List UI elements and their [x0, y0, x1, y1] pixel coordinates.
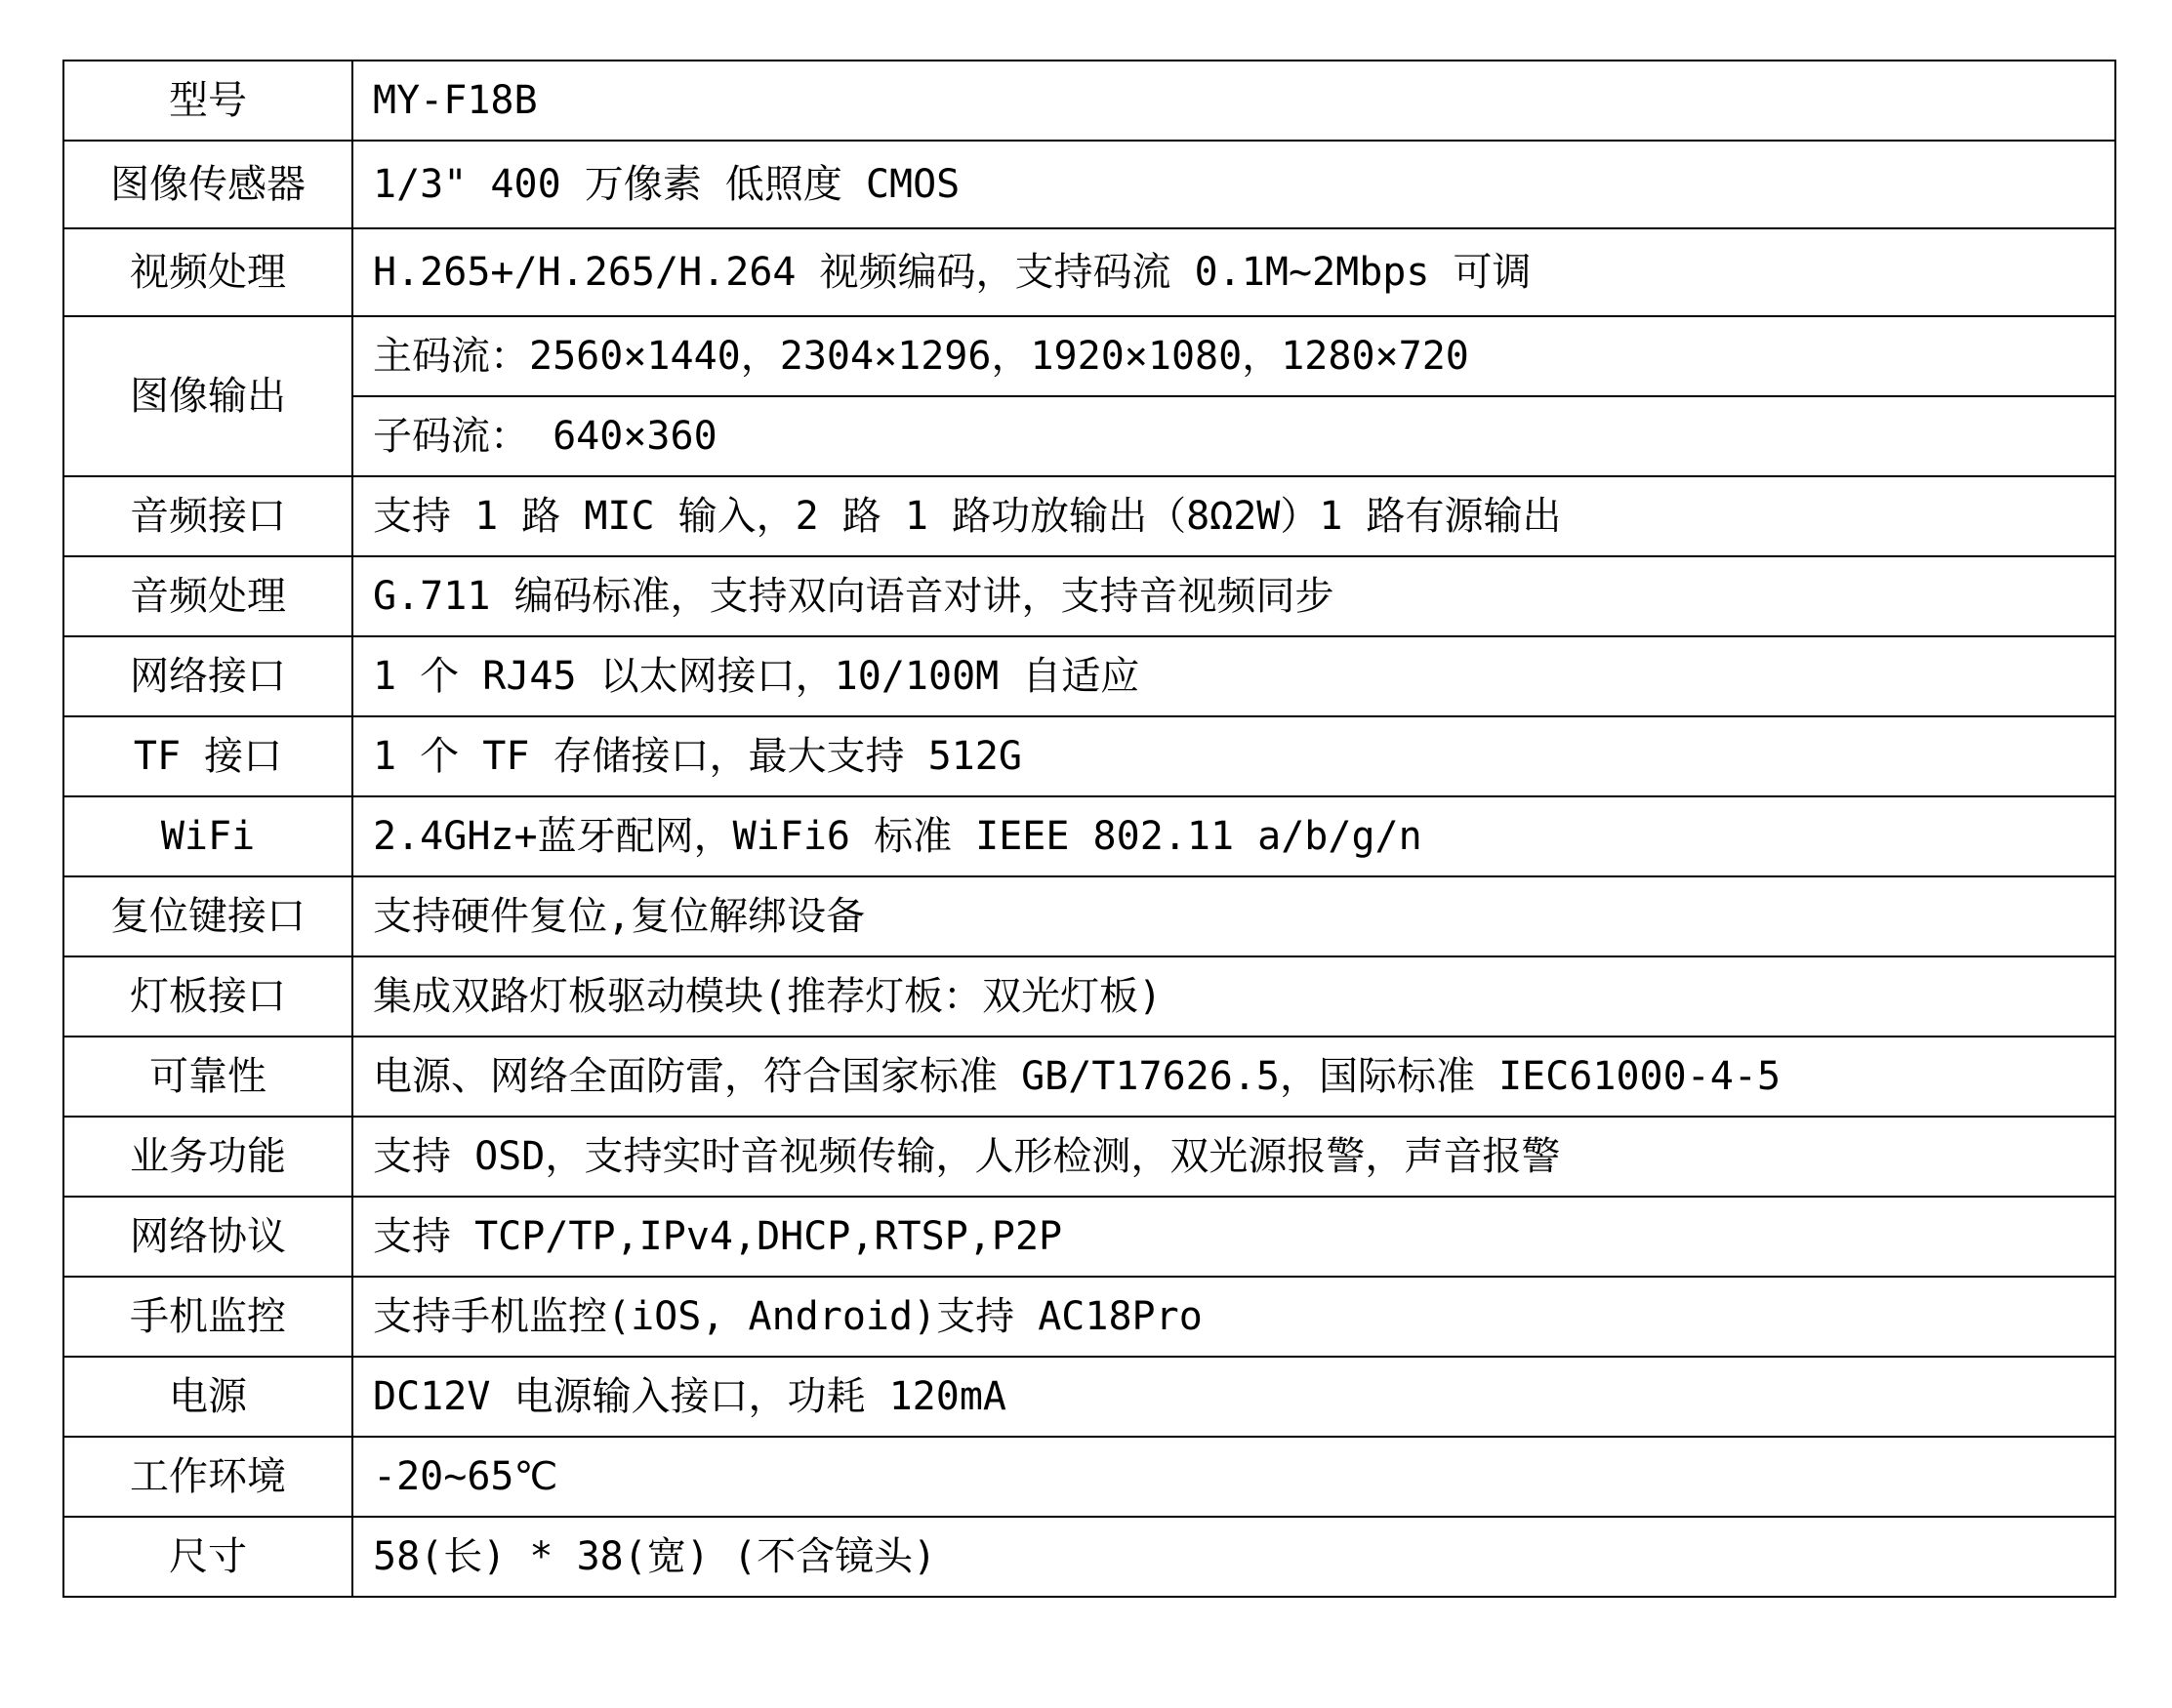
table-row — [63, 876, 2115, 956]
table-row — [63, 141, 2115, 228]
table-row — [63, 796, 2115, 876]
spec-label: 工作环境 — [63, 1437, 352, 1517]
table-row — [63, 636, 2115, 716]
spec-label: WiFi — [63, 796, 352, 876]
spec-value: DC12V 电源输入接口，功耗 120mA — [352, 1357, 2115, 1437]
table-row — [63, 61, 2115, 141]
spec-label: 音频处理 — [63, 556, 352, 636]
table-row — [63, 316, 2115, 396]
spec-value: G.711 编码标准，支持双向语音对讲，支持音视频同步 — [352, 556, 2115, 636]
table-row — [63, 1197, 2115, 1277]
table-row — [63, 1357, 2115, 1437]
table-row — [63, 1117, 2115, 1197]
spec-table — [62, 60, 2116, 1598]
table-row — [63, 476, 2115, 556]
table-row — [63, 1277, 2115, 1357]
spec-value: 电源、网络全面防雷，符合国家标准 GB/T17626.5，国际标准 IEC61000-4-5 — [352, 1037, 2115, 1117]
spec-value: MY-F18B — [352, 61, 2115, 141]
spec-value: H.265+/H.265/H.264 视频编码，支持码流 0.1M~2Mbps 可调 — [352, 228, 2115, 316]
spec-label: 手机监控 — [63, 1277, 352, 1357]
spec-value: 支持硬件复位,复位解绑设备 — [352, 876, 2115, 956]
table-row — [63, 716, 2115, 796]
spec-value-sub-stream: 子码流： 640×360 — [352, 396, 2115, 476]
spec-value: -20~65℃ — [352, 1437, 2115, 1517]
spec-value: 1 个 TF 存储接口，最大支持 512G — [352, 716, 2115, 796]
spec-label: 网络协议 — [63, 1197, 352, 1277]
table-row — [63, 1437, 2115, 1517]
table-row — [63, 956, 2115, 1037]
spec-value: 支持 1 路 MIC 输入，2 路 1 路功放输出（8Ω2W）1 路有源输出 — [352, 476, 2115, 556]
spec-value: 2.4GHz+蓝牙配网，WiFi6 标准 IEEE 802.11 a/b/g/n — [352, 796, 2115, 876]
spec-value-main-stream: 主码流：2560×1440，2304×1296，1920×1080，1280×720 — [352, 316, 2115, 396]
spec-label: TF 接口 — [63, 716, 352, 796]
spec-label: 灯板接口 — [63, 956, 352, 1037]
table-row — [63, 1517, 2115, 1597]
spec-label: 图像传感器 — [63, 141, 352, 228]
spec-label: 图像输出 — [63, 316, 352, 476]
spec-label: 复位键接口 — [63, 876, 352, 956]
spec-label: 型号 — [63, 61, 352, 141]
spec-label: 音频接口 — [63, 476, 352, 556]
spec-value: 支持 OSD，支持实时音视频传输，人形检测，双光源报警，声音报警 — [352, 1117, 2115, 1197]
spec-label: 网络接口 — [63, 636, 352, 716]
spec-label: 可靠性 — [63, 1037, 352, 1117]
table-row — [63, 556, 2115, 636]
table-row — [63, 228, 2115, 316]
spec-label: 业务功能 — [63, 1117, 352, 1197]
spec-label: 电源 — [63, 1357, 352, 1437]
spec-value: 支持 TCP/TP,IPv4,DHCP,RTSP,P2P — [352, 1197, 2115, 1277]
table-row — [63, 1037, 2115, 1117]
spec-label: 尺寸 — [63, 1517, 352, 1597]
spec-label: 视频处理 — [63, 228, 352, 316]
table-row — [63, 396, 2115, 476]
spec-value: 1 个 RJ45 以太网接口，10/100M 自适应 — [352, 636, 2115, 716]
spec-value: 支持手机监控(iOS, Android)支持 AC18Pro — [352, 1277, 2115, 1357]
spec-value: 1/3" 400 万像素 低照度 CMOS — [352, 141, 2115, 228]
spec-value: 集成双路灯板驱动模块(推荐灯板：双光灯板) — [352, 956, 2115, 1037]
spec-value: 58(长) * 38(宽) (不含镜头) — [352, 1517, 2115, 1597]
